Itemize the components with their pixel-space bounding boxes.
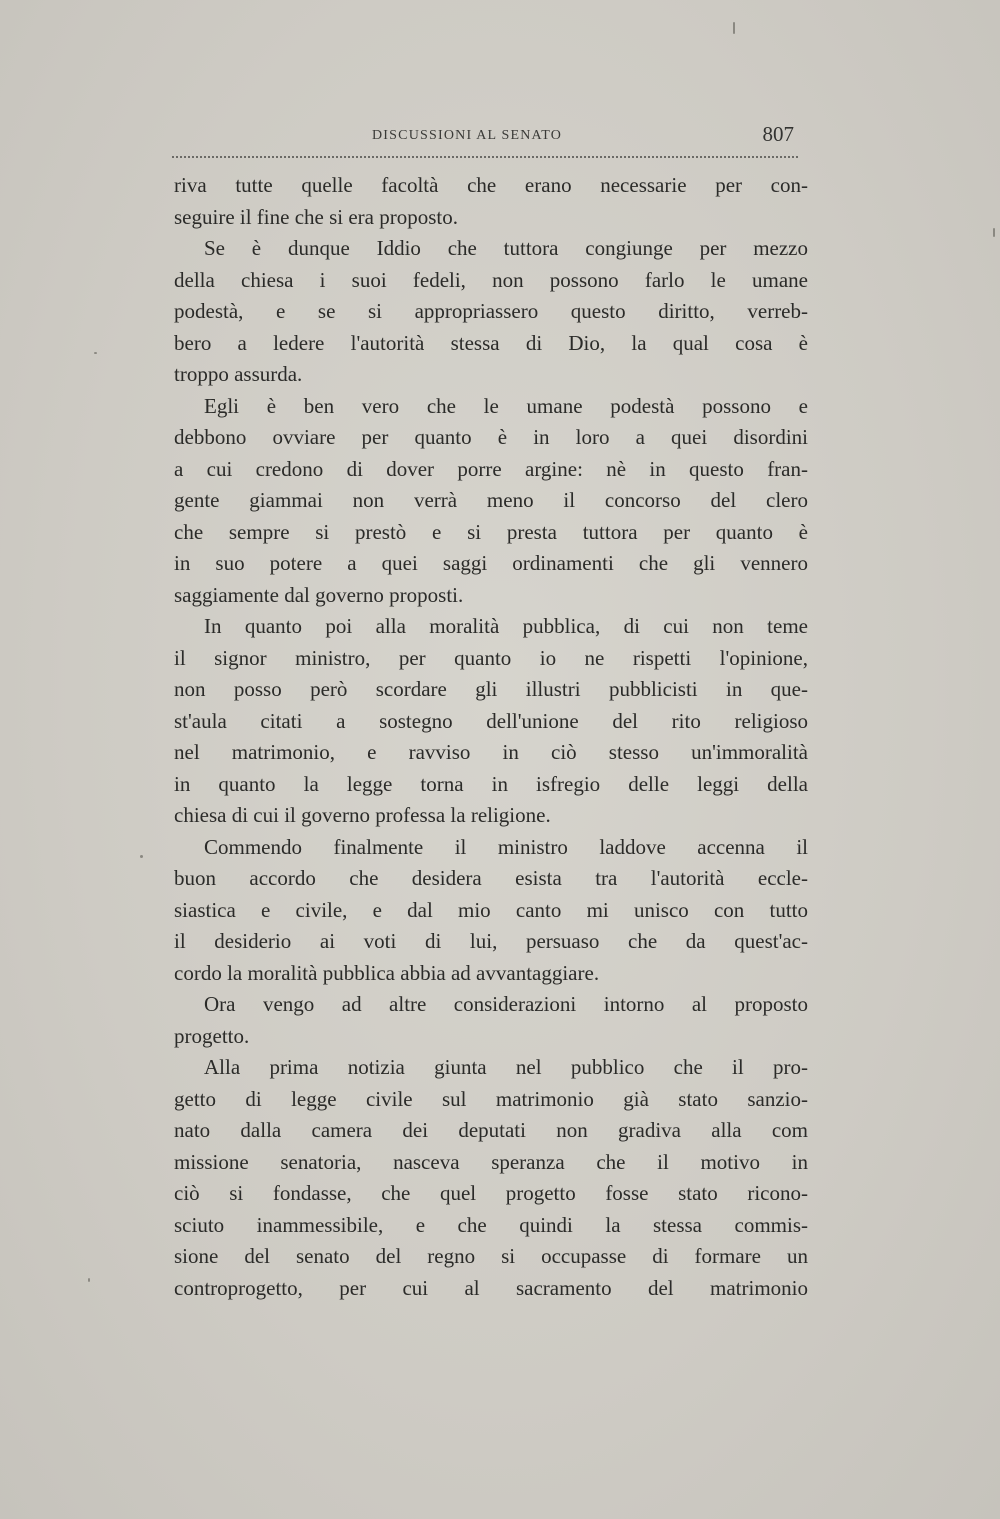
text-line: Se è dunque Iddio che tuttora congiunge per mezzo <box>204 236 808 260</box>
text-line: controprogetto, per cui al sacramento del matrimonio <box>174 1275 808 1300</box>
text-line: seguire il fine che si era proposto. <box>174 204 458 229</box>
text-line: in suo potere a quei saggi ordinamenti che gli vennero <box>174 551 808 575</box>
text-line: podestà, e se si appropriassero questo diritto, verreb- <box>174 299 808 323</box>
page-number: 807 <box>762 122 794 146</box>
header-rule <box>172 156 798 158</box>
text-line: st'aula citati a sostegno dell'unione del rito religioso <box>174 708 808 733</box>
text-line: non posso però scordare gli illustri pubblicisti in que- <box>174 677 808 701</box>
text-line: sione del senato del regno si occupasse di formare un <box>174 1244 808 1268</box>
text-line: getto di legge civile sul matrimonio già stato sanzio- <box>174 1086 808 1111</box>
text-line: il signor ministro, per quanto io ne rispetti l'opinione, <box>174 645 808 670</box>
page-header <box>172 120 798 160</box>
text-line: Commendo finalmente il ministro laddove accenna il <box>204 834 808 859</box>
text-line: ciò si fondasse, che quel progetto fosse stato ricono- <box>174 1181 808 1205</box>
text-line: saggiamente dal governo proposti. <box>174 582 464 607</box>
text-line: buon accordo che desidera esista tra l'autorità eccle- <box>174 866 808 890</box>
text-line: In quanto poi alla moralità pubblica, di cui non teme <box>204 614 808 638</box>
paper-speck <box>140 855 143 858</box>
text-line: sciuto inammessibile, e che quindi la stessa commis- <box>174 1212 808 1237</box>
body-text <box>174 170 808 1304</box>
paper-speck <box>94 352 97 354</box>
text-line: nel matrimonio, e ravviso in ciò stesso un'immoralità <box>174 740 808 764</box>
text-line: gente giammai non verrà meno il concorso del clero <box>174 488 808 512</box>
text-line: in quanto la legge torna in isfregio delle leggi della <box>174 771 808 796</box>
text-line: che sempre si prestò e si presta tuttora per quanto è <box>174 519 808 544</box>
text-line: Ora vengo ad altre considerazioni intorno al proposto <box>204 992 808 1016</box>
text-line: progetto. <box>174 1023 250 1048</box>
paper-speck <box>993 228 995 237</box>
paper-speck <box>88 1278 90 1282</box>
text-line: della chiesa i suoi fedeli, non possono farlo le umane <box>174 267 808 292</box>
text-line: nato dalla camera dei deputati non gradiva alla com <box>174 1118 808 1142</box>
text-line: riva tutte quelle facoltà che erano necessarie per con- <box>174 173 808 197</box>
text-line: missione senatoria, nasceva speranza che il motivo in <box>174 1149 808 1174</box>
text-line: troppo assurda. <box>174 362 303 386</box>
running-title: DISCUSSIONI AL SENATO <box>372 128 563 143</box>
text-line: a cui credono di dover porre argine: nè in questo fran- <box>174 456 808 481</box>
text-line: debbono ovviare per quanto è in loro a quei disordini <box>174 425 808 449</box>
paper-speck <box>733 22 735 34</box>
text-line: Egli è ben vero che le umane podestà possono e <box>204 393 808 418</box>
text-line: cordo la moralità pubblica abbia ad avvantaggiare. <box>174 960 600 985</box>
text-line: siastica e civile, e dal mio canto mi unisco con tutto <box>174 897 808 922</box>
text-line: bero a ledere l'autorità stessa di Dio, la qual cosa è <box>174 330 808 355</box>
text-line: il desiderio ai voti di lui, persuaso che da quest'ac- <box>174 929 808 953</box>
text-line: chiesa di cui il governo professa la religione. <box>174 803 551 827</box>
text-line: Alla prima notizia giunta nel pubblico che il pro- <box>204 1055 808 1079</box>
